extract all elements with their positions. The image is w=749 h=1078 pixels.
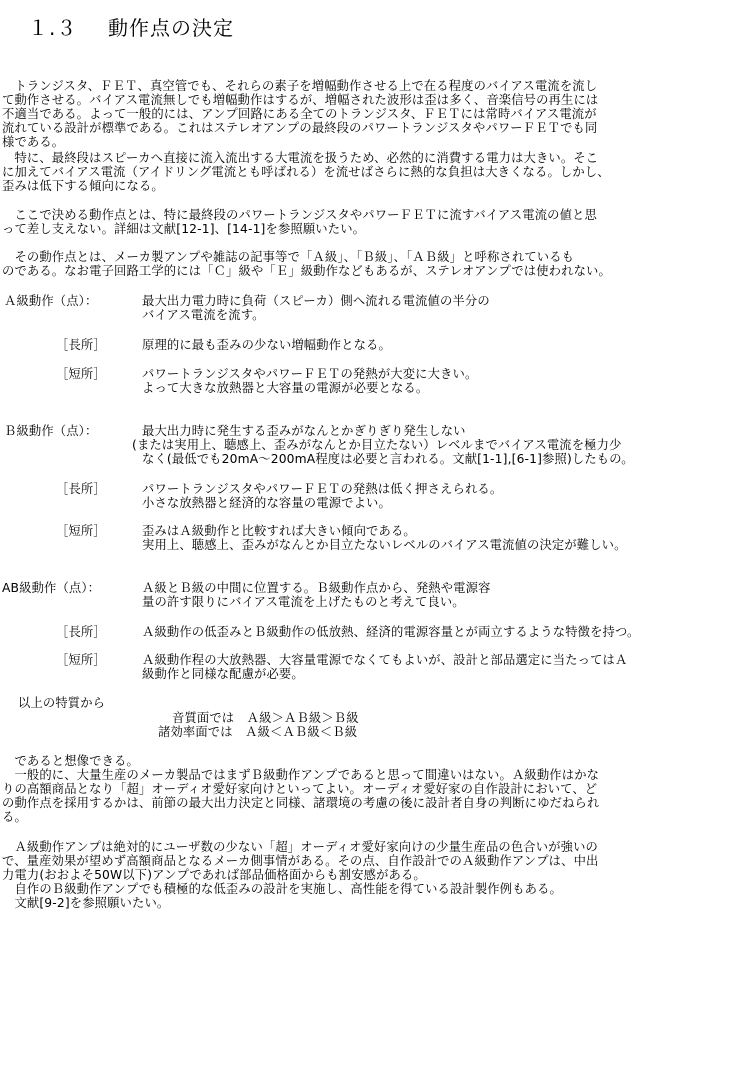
paragraph-line: りの高額商品となり「超」オーディオ愛好家向けといってよい。オーディオ愛好家の自作設計において、ど (2, 782, 598, 796)
class-b-desc: (または実用上、聴感上、歪みがなんとか目立たない）レベルまでバイアス電流を極力少 (132, 438, 622, 452)
intro-line: 流れている設計が標準である。これはステレオアンプの最終段のパワートランジスタやパワーＦＥＴでも同 (2, 121, 598, 135)
class-a-demerit: よって大きな放熱器と大容量の電源が必要となる。 (142, 381, 429, 395)
paragraph-line: 自作のＢ級動作アンプでも積極的な低歪みの設計を実施し、高性能を得ている設計製作例もある。 (2, 882, 562, 896)
section-heading (28, 12, 234, 41)
paragraph-line: で、量産効果が望めず高額商品となるメーカ側事情がある。その点、自作設計でのＡ級動作アンプは、中出 (2, 854, 599, 868)
paragraph-line: 文献[9-2]を参照願いたい。 (2, 896, 170, 910)
summary-quality: 音質面では Ａ級＞ＡＢ級＞Ｂ級 (172, 711, 359, 725)
class-ab-demerit-label: ［短所］ (56, 653, 106, 667)
intro-line: 歪みは低下する傾向になる。 (2, 179, 164, 193)
intro-line: トランジスタ、ＦＥＴ、真空管でも、それらの素子を増幅動作させる上で在る程度のバイアス電流を流し (2, 79, 598, 93)
intro-line: 特に、最終段はスピーカへ直接に流入流出する大電流を扱うため、必然的に消費する電力は大きい。そこ (2, 151, 599, 165)
class-b-merit: 小さな放熱器と経済的な容量の電源でよい。 (142, 496, 391, 510)
summary-efficiency: 諸効率面では Ａ級＜ＡＢ級＜Ｂ級 (158, 725, 358, 739)
paragraph-line: って差し支えない。詳細は文献[12-1]、[14-1]を参照願いたい。 (2, 222, 366, 236)
class-b-label: Ｂ級動作（点）： (4, 424, 98, 438)
class-ab-desc: 量の許す限りにバイアス電流を上げたものと考えて良い。 (142, 595, 465, 609)
paragraph-line: の動作点を採用するかは、前節の最大出力決定と同様、諸環境の考慮の後に設計者自身の判断にゆだねられ (2, 796, 600, 810)
section-number: １.３ (28, 16, 78, 40)
class-a-desc: バイアス電流を流す。 (142, 308, 265, 322)
intro-line: に加えてバイアス電流（アイドリング電流とも呼ばれる）を流せばさらに熱的な負担は大きくなる。しかし、 (2, 165, 610, 179)
section-title: 動作点の決定 (108, 16, 234, 40)
paragraph-line: であると想像できる。 (2, 754, 139, 768)
paragraph-line: その動作点とは、メーカ製アンプや雑誌の記事等で「Ａ級」、「Ｂ級」、「ＡＢ級」と呼称されているも (2, 250, 575, 264)
paragraph-line: のである。なお電子回路工学的には「Ｃ」級や「Ｅ」級動作などもあるが、ステレオアンプでは使われない。 (2, 264, 611, 278)
class-a-desc: 最大出力電力時に負荷（スピーカ）側へ流れる電流値の半分の (142, 294, 490, 308)
paragraph-line: 一般的に、大量生産のメーカ製品ではまずＢ級動作アンプであると思って間違いはない。Ａ級動作はかな (2, 768, 600, 782)
class-a-demerit-label: ［短所］ (56, 367, 106, 381)
intro-line: 様である。 (2, 135, 65, 149)
class-ab-label: AB級動作（点）： (2, 581, 101, 595)
class-ab-merit: Ａ級動作の低歪みとＢ級動作の低放熱、経済的電源容量とが両立するような特徴を持つ。 (142, 625, 640, 639)
paragraph-line: ここで決める動作点とは、特に最終段のパワートランジスタやパワーＦＥＴに流すバイアス電流の値と思 (2, 208, 597, 222)
class-a-label: Ａ級動作（点）： (4, 294, 98, 308)
class-b-demerit: 歪みはＡ級動作と比較すれば大きい傾向である。 (142, 524, 416, 538)
paragraph-line: 力電力(おおよそ50W以下)アンプであれば部品価格面からも割安感がある。 (2, 868, 426, 882)
class-ab-desc: Ａ級とＢ級の中間に位置する。Ｂ級動作点から、発熱や電源容 (142, 581, 491, 595)
class-b-desc: なく(最低でも20mA～200mA程度は必要と言われる。文献[1-1],[6-1]参照)したもの。 (142, 452, 634, 466)
class-b-demerit-label: ［短所］ (56, 524, 106, 538)
class-ab-demerit: Ａ級動作程の大放熱器、大容量電源でなくてもよいが、設計と部品選定に当たってはＡ (142, 653, 628, 667)
intro-line: 不適当である。よって一般的には、アンプ回路にある全てのトランジスタ、ＦＥＴには常時バイアス電流が (2, 107, 597, 121)
class-b-merit: パワートランジスタやパワーＦＥＴの発熱は低く押さえられる。 (142, 482, 503, 496)
intro-line: て動作させる。バイアス電流無しでも増幅動作はするが、増幅された波形は歪は多く、音楽信号の再生には (2, 93, 599, 107)
class-ab-merit-label: ［長所］ (56, 625, 106, 639)
class-b-demerit: 実用上、聴感上、歪みがなんとか目立たないレベルのバイアス電流値の決定が難しい。 (142, 538, 627, 552)
class-b-desc: 最大出力時に発生する歪みがなんとかぎりぎり発生しない (142, 424, 466, 438)
paragraph-line: Ａ級動作アンプは絶対的にユーザ数の少ない「超」オーディオ愛好家向けの少量生産品の色合いが強いの (2, 840, 598, 854)
class-a-demerit: パワートランジスタやパワーＦＥＴの発熱が大変に大きい。 (142, 367, 478, 381)
summary-lead: 以上の特質から (18, 696, 106, 710)
class-a-merit: 原理的に最も歪みの少ない増幅動作となる。 (142, 338, 391, 352)
class-b-merit-label: ［長所］ (56, 482, 106, 496)
class-ab-demerit: 級動作と同様な配慮が必要。 (142, 667, 304, 681)
class-a-merit-label: ［長所］ (56, 338, 106, 352)
paragraph-line: る。 (2, 810, 27, 824)
